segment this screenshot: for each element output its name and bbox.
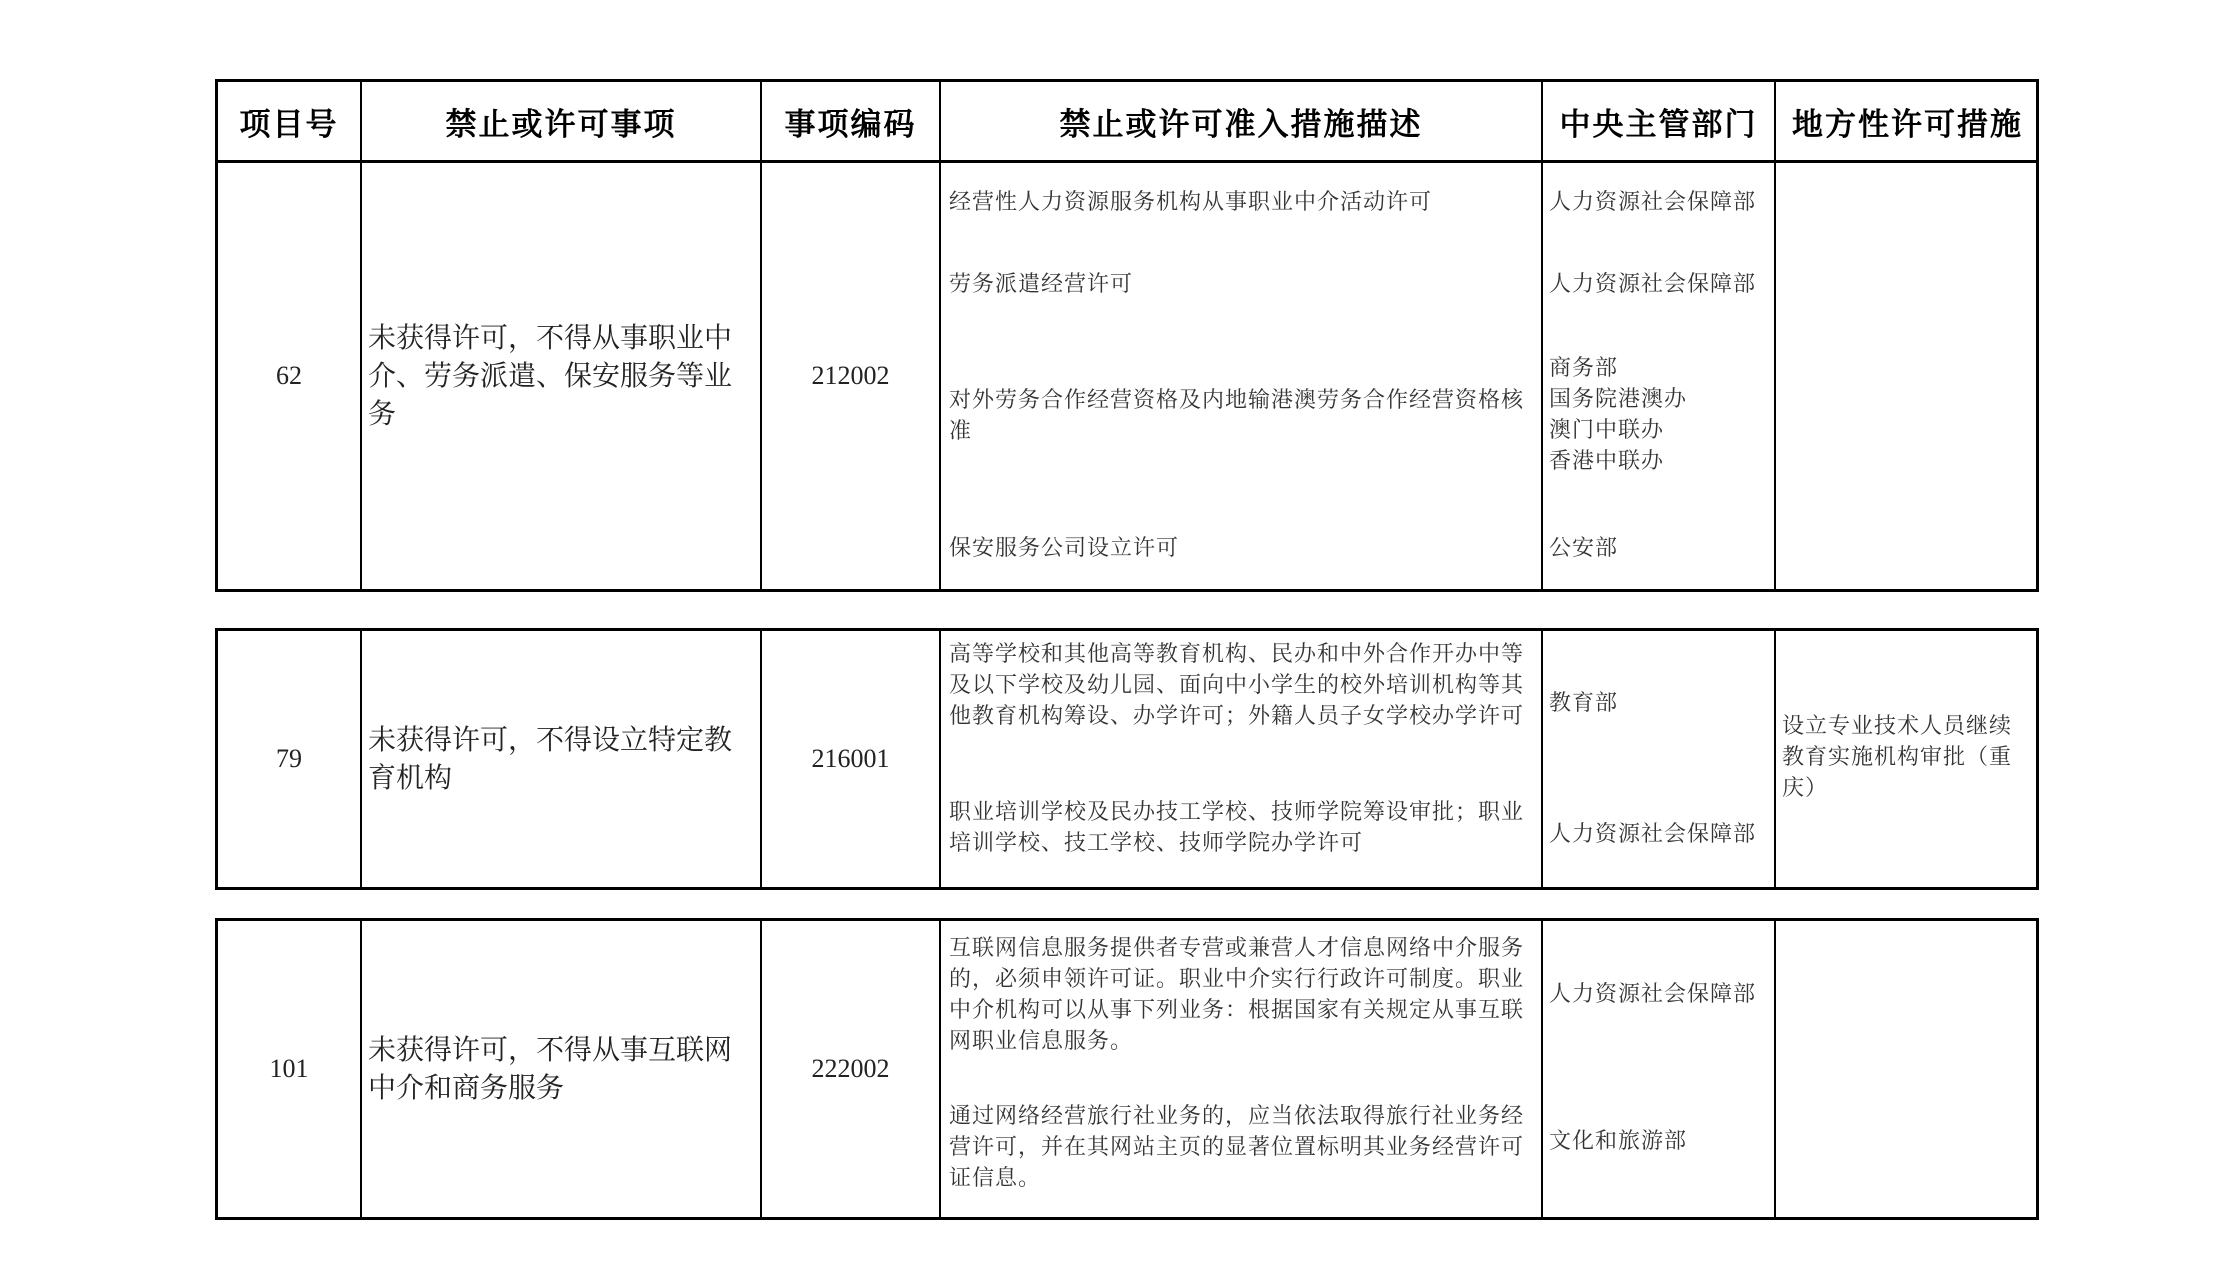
header-local-measure: 地方性许可措施 [1792, 106, 2023, 143]
dept-text: 文化和旅游部 [1549, 1129, 1688, 1154]
item-code: 222002 [762, 921, 941, 1217]
item-name: 未获得许可，不得从事互联网中介和商务服务 [362, 921, 762, 1217]
central-dept [1543, 921, 1776, 1217]
local-text: 设立专业技术人员继续教育实施机构审批（重庆） [1782, 714, 2013, 801]
dept-text: 人力资源社会保障部 [1549, 822, 1757, 847]
measure-text: 劳务派遣经营许可 [949, 272, 1134, 297]
measure-text: 经营性人力资源服务机构从事职业中介活动许可 [949, 190, 1433, 215]
table-row [215, 160, 2039, 592]
measure-description [941, 921, 1543, 1217]
dept-text: 人力资源社会保障部 [1549, 272, 1757, 297]
local-measure [1776, 631, 2039, 887]
local-measure [1776, 163, 2039, 589]
measure-text: 对外劳务合作经营资格及内地输港澳劳务合作经营资格核准 [949, 388, 1525, 444]
header-measure-desc: 禁止或许可准入措施描述 [941, 82, 1543, 160]
item-code: 216001 [762, 631, 941, 887]
measure-text: 保安服务公司设立许可 [949, 536, 1180, 561]
measure-description [941, 631, 1543, 887]
header-item-code: 事项编码 [762, 82, 941, 160]
dept-text: 商务部 国务院港澳办 澳门中联办 香港中联办 [1549, 356, 1688, 474]
table-header [215, 79, 2039, 163]
item-number: 79 [218, 631, 362, 887]
measure-text: 高等学校和其他高等教育机构、民办和中外合作开办中等及以下学校及幼儿园、面向中小学生的校外培训机构等其他教育机构筹设、办学许可；外籍人员子女学校办学许可 [949, 642, 1525, 729]
header-item-name: 禁止或许可事项 [362, 82, 762, 160]
item-code: 212002 [762, 163, 941, 589]
item-number: 62 [218, 163, 362, 589]
local-measure [1776, 921, 2039, 1217]
table-row [215, 918, 2039, 1220]
item-name: 未获得许可，不得设立特定教育机构 [362, 631, 762, 887]
measure-text: 互联网信息服务提供者专营或兼营人才信息网络中介服务的，必须申领许可证。职业中介实行行政许可制度。职业中介机构可以从事下列业务：根据国家有关规定从事互联网职业信息服务。 [949, 936, 1525, 1054]
dept-text: 教育部 [1549, 691, 1619, 716]
header-central-dept: 中央主管部门 [1543, 82, 1776, 160]
dept-text: 人力资源社会保障部 [1549, 982, 1757, 1007]
central-dept [1543, 631, 1776, 887]
item-name: 未获得许可，不得从事职业中介、劳务派遣、保安服务等业务 [362, 163, 762, 589]
central-dept [1543, 163, 1776, 589]
measure-text: 通过网络经营旅行社业务的，应当依法取得旅行社业务经营许可，并在其网站主页的显著位置标明其业务经营许可证信息。 [949, 1104, 1525, 1191]
header-item-number: 项目号 [218, 82, 362, 160]
dept-text: 公安部 [1549, 536, 1619, 561]
measure-text: 职业培训学校及民办技工学校、技师学院筹设审批；职业培训学校、技工学校、技师学院办学许可 [949, 800, 1525, 856]
table-row [215, 628, 2039, 890]
dept-text: 人力资源社会保障部 [1549, 190, 1757, 215]
measure-description [941, 163, 1543, 589]
item-number: 101 [218, 921, 362, 1217]
